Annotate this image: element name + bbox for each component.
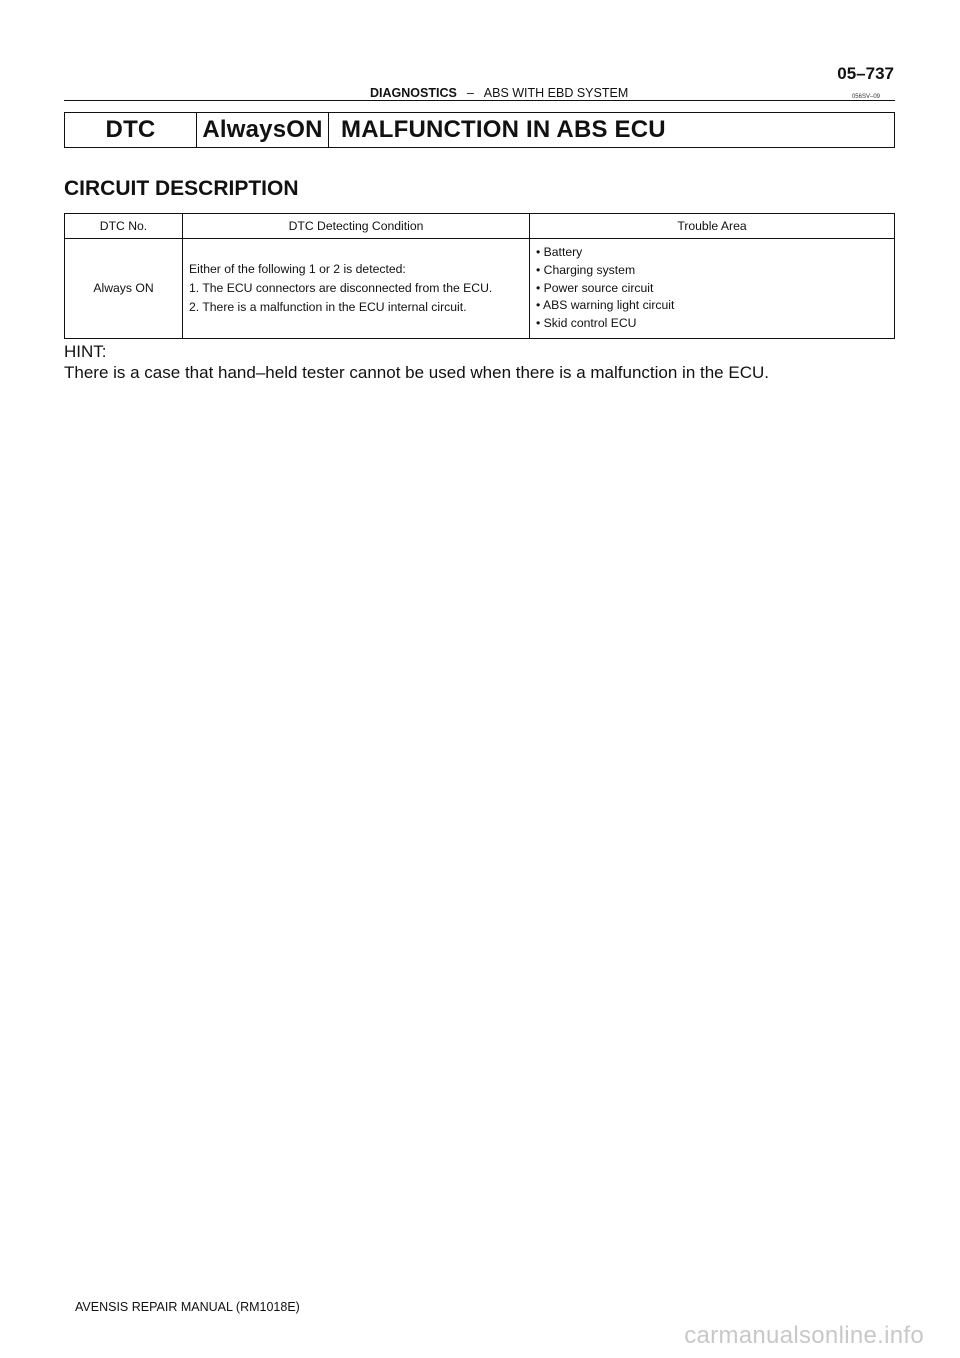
column-header-dtc-no: DTC No.: [65, 214, 183, 239]
condition-line: 1. The ECU connectors are disconnected from the ECU.: [189, 280, 493, 295]
table-header-row: [65, 214, 895, 239]
column-header-trouble-area: Trouble Area: [530, 214, 895, 239]
page-number: 05–737: [837, 64, 894, 83]
header-section-name: DIAGNOSTICS: [370, 86, 457, 100]
trouble-area-item: • Battery: [536, 245, 583, 259]
hint-text: There is a case that hand–held tester cannot be used when there is a malfunction in the ECU.: [64, 363, 769, 382]
title-dtc-description: MALFUNCTION IN ABS ECU: [341, 116, 666, 143]
header-separator: –: [466, 86, 474, 100]
condition-line: Either of the following 1 or 2 is detected:: [189, 261, 406, 276]
column-header-condition: DTC Detecting Condition: [183, 214, 530, 239]
document-code: 056SV–09: [851, 94, 880, 100]
section-title: CIRCUIT DESCRIPTION: [64, 177, 299, 200]
trouble-area-item: • Charging system: [536, 262, 636, 277]
trouble-area-item: • Skid control ECU: [536, 316, 637, 331]
condition-line: 2. There is a malfunction in the ECU internal circuit.: [189, 299, 467, 314]
dtc-title-box: [64, 112, 895, 148]
cell-dtc-no: Always ON: [65, 239, 183, 339]
header-subsection: ABS WITH EBD SYSTEM: [483, 86, 629, 100]
trouble-area-item: • Power source circuit: [536, 280, 654, 295]
header-section: [370, 86, 628, 100]
hint-label: HINT:: [64, 342, 107, 361]
header-divider: [64, 100, 895, 101]
trouble-area-item: • ABS warning light circuit: [536, 298, 675, 313]
cell-trouble-area: [530, 239, 895, 339]
footer-manual-title: AVENSIS REPAIR MANUAL (RM1018E): [75, 1300, 300, 1314]
cell-condition: [183, 239, 530, 339]
dtc-table: [64, 213, 895, 339]
table-row: [65, 239, 895, 339]
watermark: carmanualsonline.info: [684, 1322, 924, 1349]
title-dtc-code: AlwaysON: [197, 113, 329, 147]
title-dtc-label: DTC: [65, 113, 197, 147]
